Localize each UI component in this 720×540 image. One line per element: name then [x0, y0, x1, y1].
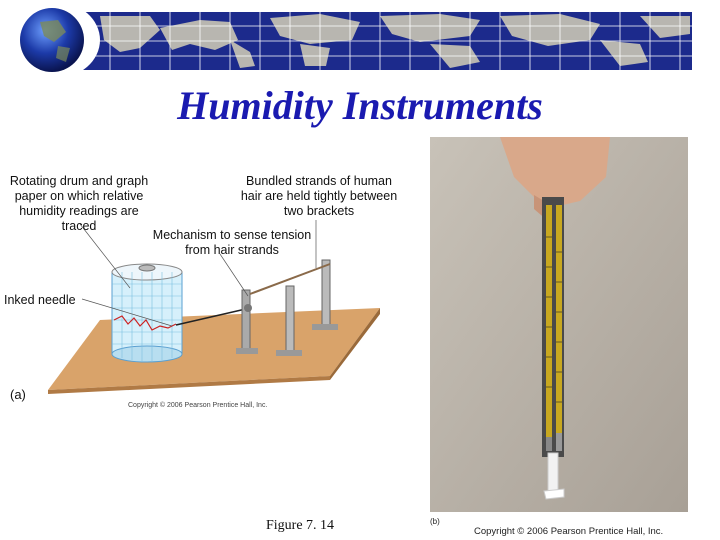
panel-a-label: (a) — [10, 387, 26, 402]
hygrometer-photo — [430, 137, 688, 512]
slide-title: Humidity Instruments — [177, 83, 543, 128]
figure-b-copyright: Copyright © 2006 Pearson Prentice Hall, Inc. — [474, 526, 664, 537]
needle-label: Inked needle — [4, 293, 76, 307]
figure-a-copyright: Copyright © 2006 Pearson Prentice Hall, Inc. — [128, 402, 268, 409]
mechanism-label: Mechanism to sense tension from hair strands — [152, 228, 312, 257]
hair-label: Bundled strands of human hair are held tightly between two brackets — [240, 174, 398, 218]
drum-label: Rotating drum and graph paper on which relative humidity readings are traced — [9, 174, 149, 233]
wick — [548, 453, 558, 491]
header-banner — [0, 0, 720, 80]
panel-b-label: (b) — [430, 517, 440, 526]
figure-caption: Figure 7. 14 — [266, 518, 335, 533]
